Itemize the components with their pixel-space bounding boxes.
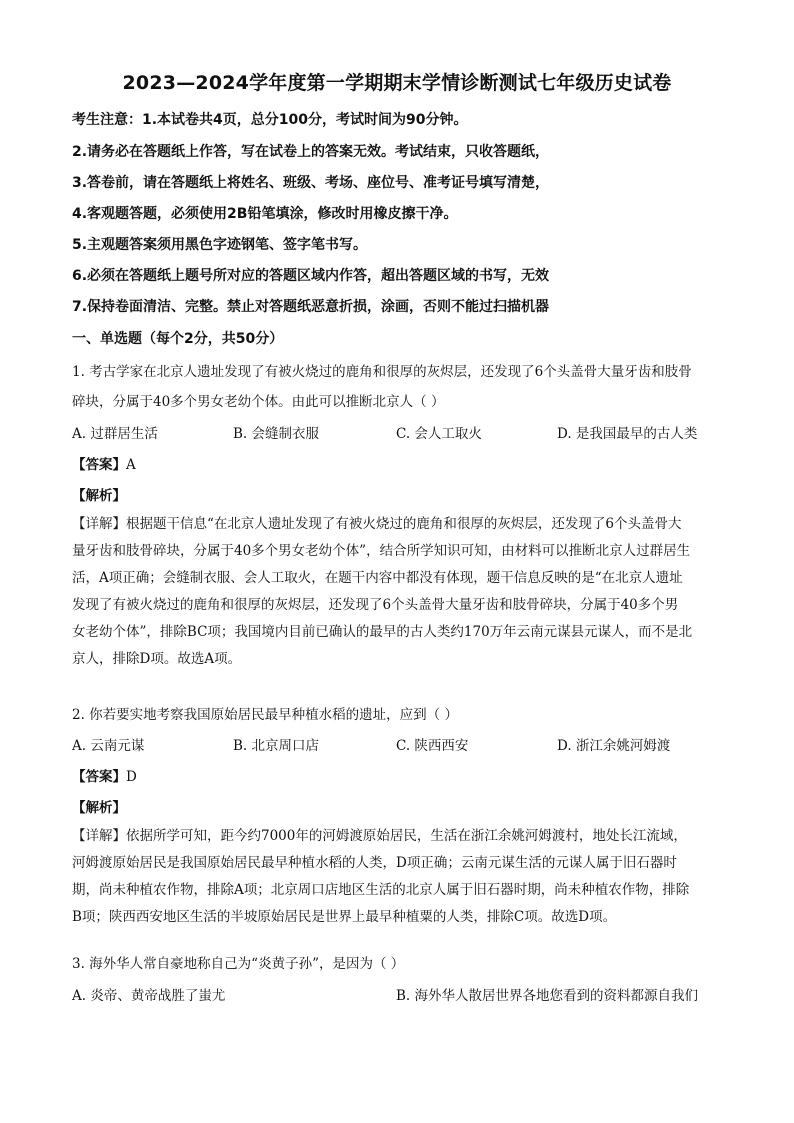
q1-detail-line-4: 发现了有被火烧过的鹿角和很厚的灰烬层，还发现了6个头盖骨大量牙齿和肢骨碎块，分属于40多个男 <box>72 597 679 613</box>
exam-title: 2023—2024学年度第一学期期末学情诊断测试七年级历史试卷 <box>122 72 672 94</box>
q3-stem: 3. 海外华人常自豪地称自己为“炎黄子孙”，是因为（ ） <box>72 956 405 972</box>
q2-detail-line-2: 河姆渡原始居民是我国原始居民最早种植水稻的人类，D项正确；云南元谋生活的元谋人属于旧石器时 <box>72 855 677 871</box>
q2-detail <box>72 823 724 931</box>
exam-note-3: 3.答卷前，请在答题纸上将姓名、班级、考场、座位号、准考证号填写清楚， <box>72 175 550 191</box>
q1-stem-line-1: 1. 考古学家在北京人遗址发现了有被火烧过的鹿角和很厚的灰烬层，还发现了6个头盖骨大量牙齿和肢骨 <box>72 364 692 380</box>
q1-analysis-label: 【解析】 <box>72 488 126 504</box>
section-heading: 一、单选题（每个2分，共50分） <box>72 331 284 347</box>
q3-option-a: A. 炎帝、黄帝战胜了蚩尤 <box>72 988 226 1004</box>
q1-stem-line-2: 碎块，分属于40多个男女老幼个体。由此可以推断北京人（ ） <box>72 394 445 410</box>
q1-option-d: D. 是我国最早的古人类 <box>557 426 698 442</box>
q1-option-a: A. 过群居生活 <box>72 426 158 442</box>
q2-option-a: A. 云南元谋 <box>72 738 145 754</box>
q1-detail-line-1: 【详解】根据题干信息“在北京人遗址发现了有被火烧过的鹿角和很厚的灰烬层，还发现了6个头盖骨大 <box>72 516 682 532</box>
q2-stem: 2. 你若要实地考察我国原始居民最早种植水稻的遗址，应到（ ） <box>72 707 458 723</box>
exam-note-1: 考生注意：1.本试卷共4页，总分100分，考试时间为90分钟。 <box>72 112 468 128</box>
q3-option-b: B. 海外华人散居世界各地您看到的资料都源自我们 <box>396 988 699 1004</box>
q1-option-b: B. 会缝制衣服 <box>233 426 320 442</box>
q1-detail-line-5: 女老幼个体”，排除BC项；我国境内目前已确认的最早的古人类约170万年云南元谋县元谋人，而不是北 <box>72 624 693 640</box>
exam-note-7: 7.保持卷面清洁、完整。禁止对答题纸恶意折损，涂画，否则不能过扫描机器 <box>72 299 550 315</box>
q1-answer <box>72 453 136 473</box>
exam-note-2: 2.请务必在答题纸上作答，写在试卷上的答案无效。考试结束，只收答题纸， <box>72 144 550 160</box>
answer-value: D <box>126 769 137 785</box>
q1-detail-line-2: 量牙齿和肢骨碎块，分属于40多个男女老幼个体”，结合所学知识可知，由材料可以推断北京人过群居生 <box>72 543 691 559</box>
answer-label: 【答案】 <box>72 457 126 473</box>
q2-detail-line-1: 【详解】依据所学可知，距今约7000年的河姆渡原始居民，生活在浙江余姚河姆渡村，地处长江流域， <box>72 828 687 844</box>
q2-answer <box>72 765 137 785</box>
answer-label: 【答案】 <box>72 769 126 785</box>
q2-option-d: D. 浙江余姚河姆渡 <box>557 738 671 754</box>
q1-detail-line-3: 活，A项正确；会缝制衣服、会人工取火，在题干内容中都没有体现，题干信息反映的是“在北京人遗址 <box>72 570 683 586</box>
exam-note-4: 4.客观题答题，必须使用2B铅笔填涂，修改时用橡皮擦干净。 <box>72 206 458 222</box>
q1-option-c: C. 会人工取火 <box>396 426 482 442</box>
q2-detail-line-4: B项；陕西西安地区生活的半坡原始居民是世界上最早种植粟的人类，排除C项。故选D项。 <box>72 909 617 925</box>
q1-detail <box>72 511 724 673</box>
q2-option-c: C. 陕西西安 <box>396 738 469 754</box>
q2-option-b: B. 北京周口店 <box>233 738 320 754</box>
exam-note-6: 6.必须在答题纸上题号所对应的答题区域内作答，超出答题区域的书写，无效 <box>72 268 550 284</box>
exam-note-5: 5.主观题答案须用黑色字迹钢笔、签字笔书写。 <box>72 237 368 253</box>
q2-detail-line-3: 期，尚未种植农作物，排除A项；北京周口店地区生活的北京人属于旧石器时期，尚未种植农作物，排除 <box>72 882 690 898</box>
q1-detail-line-6: 京人，排除D项。故选A项。 <box>72 651 242 667</box>
q2-analysis-label: 【解析】 <box>72 800 126 816</box>
answer-value: A <box>126 457 136 473</box>
